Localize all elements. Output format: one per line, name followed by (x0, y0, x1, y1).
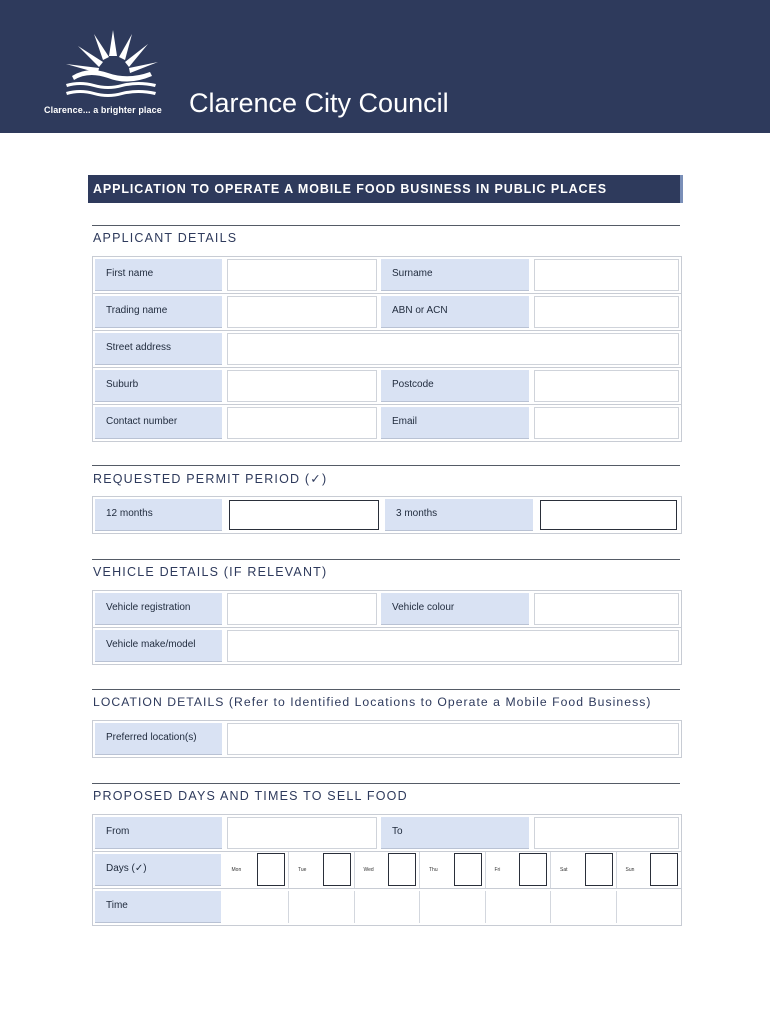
table-row (93, 496, 681, 533)
table-row (93, 256, 681, 293)
vehicle-details-table (92, 590, 682, 665)
email-label: Email (381, 407, 529, 439)
day-checkbox-sunday[interactable] (650, 853, 678, 886)
form-title-bar (88, 175, 683, 203)
table-row (93, 814, 681, 851)
day-checkbox-wednesday[interactable] (388, 853, 416, 886)
vehicle-registration-field[interactable] (227, 593, 377, 625)
vehicle-make-model-label: Vehicle make/model (95, 630, 222, 662)
section-title-location: LOCATION DETAILS (Refer to Identified Locations to Operate a Mobile Food Business) (93, 695, 652, 709)
vehicle-colour-field[interactable] (534, 593, 679, 625)
council-name: Clarence City Council (189, 88, 449, 118)
applicant-details-table (92, 256, 682, 442)
table-row (93, 627, 681, 664)
day-label-saturday: Sat (560, 867, 568, 873)
day-checkbox-saturday[interactable] (585, 853, 613, 886)
day-friday (485, 852, 551, 888)
postcode-field[interactable] (534, 370, 679, 402)
day-label-wednesday: Wed (363, 867, 374, 873)
schedule-table (92, 814, 682, 926)
table-row (93, 590, 681, 627)
contact-number-field[interactable] (227, 407, 377, 439)
day-saturday (550, 852, 616, 888)
section-divider (92, 689, 680, 690)
contact-number-label: Contact number (95, 407, 222, 439)
trading-name-label: Trading name (95, 296, 222, 328)
table-row (93, 851, 681, 888)
table-row (93, 888, 681, 925)
section-title-applicant: APPLICANT DETAILS (93, 231, 238, 245)
permit-period-table (92, 496, 682, 534)
table-row (93, 330, 681, 367)
first-name-field[interactable] (227, 259, 377, 291)
permit-12-months-label: 12 months (95, 499, 222, 531)
from-label: From (95, 817, 222, 849)
council-header (0, 0, 770, 133)
day-checkbox-tuesday[interactable] (323, 853, 351, 886)
street-address-field[interactable] (227, 333, 679, 365)
days-label: Days (✓) (95, 854, 221, 886)
day-label-thursday: Thu (429, 867, 438, 873)
vehicle-registration-label: Vehicle registration (95, 593, 222, 625)
section-divider (92, 559, 680, 560)
first-name-label: First name (95, 259, 222, 291)
to-field[interactable] (534, 817, 679, 849)
day-sunday (616, 852, 682, 888)
section-title-permit: REQUESTED PERMIT PERIOD (✓) (93, 472, 328, 486)
permit-12-months-checkbox[interactable] (229, 500, 379, 530)
surname-label: Surname (381, 259, 529, 291)
vehicle-colour-label: Vehicle colour (381, 593, 529, 625)
abn-label: ABN or ACN (381, 296, 529, 328)
day-checkbox-thursday[interactable] (454, 853, 482, 886)
preferred-location-label: Preferred location(s) (95, 723, 222, 755)
section-divider (92, 465, 680, 466)
section-title-schedule: PROPOSED DAYS AND TIMES TO SELL FOOD (93, 789, 408, 803)
day-label-friday: Fri (494, 867, 501, 873)
suburb-field[interactable] (227, 370, 377, 402)
suburb-label: Suburb (95, 370, 222, 402)
days-checkbox-group (223, 852, 682, 888)
table-row (93, 367, 681, 404)
day-wednesday (354, 852, 420, 888)
day-monday (223, 852, 289, 888)
time-field-friday[interactable] (485, 891, 551, 923)
table-row (93, 720, 681, 757)
section-divider (92, 225, 680, 226)
council-tagline: Clarence... a brighter place (44, 105, 162, 115)
time-field-wednesday[interactable] (354, 891, 420, 923)
section-title-vehicle: VEHICLE DETAILS (IF RELEVANT) (93, 565, 328, 579)
postcode-label: Postcode (381, 370, 529, 402)
abn-field[interactable] (534, 296, 679, 328)
vehicle-make-model-field[interactable] (227, 630, 679, 662)
day-checkbox-friday[interactable] (519, 853, 547, 886)
time-field-monday[interactable] (223, 891, 289, 923)
trading-name-field[interactable] (227, 296, 377, 328)
location-details-table (92, 720, 682, 758)
day-label-tuesday: Tue (298, 867, 307, 873)
day-checkbox-monday[interactable] (257, 853, 285, 886)
day-tuesday (288, 852, 354, 888)
time-field-saturday[interactable] (550, 891, 616, 923)
time-field-group (223, 889, 682, 925)
time-field-sunday[interactable] (616, 891, 682, 923)
day-thursday (419, 852, 485, 888)
to-label: To (381, 817, 529, 849)
email-field[interactable] (534, 407, 679, 439)
table-row (93, 293, 681, 330)
permit-3-months-checkbox[interactable] (540, 500, 677, 530)
day-label-sunday: Sun (625, 867, 635, 873)
surname-field[interactable] (534, 259, 679, 291)
time-field-tuesday[interactable] (288, 891, 354, 923)
section-divider (92, 783, 680, 784)
permit-3-months-label: 3 months (385, 499, 533, 531)
time-field-thursday[interactable] (419, 891, 485, 923)
time-label: Time (95, 891, 221, 923)
council-logo (58, 26, 162, 100)
form-title: APPLICATION TO OPERATE A MOBILE FOOD BUSINESS IN PUBLIC PLACES (93, 182, 607, 196)
preferred-location-field[interactable] (227, 723, 679, 755)
day-label-monday: Mon (231, 867, 242, 873)
from-field[interactable] (227, 817, 377, 849)
table-row (93, 404, 681, 441)
street-address-label: Street address (95, 333, 222, 365)
